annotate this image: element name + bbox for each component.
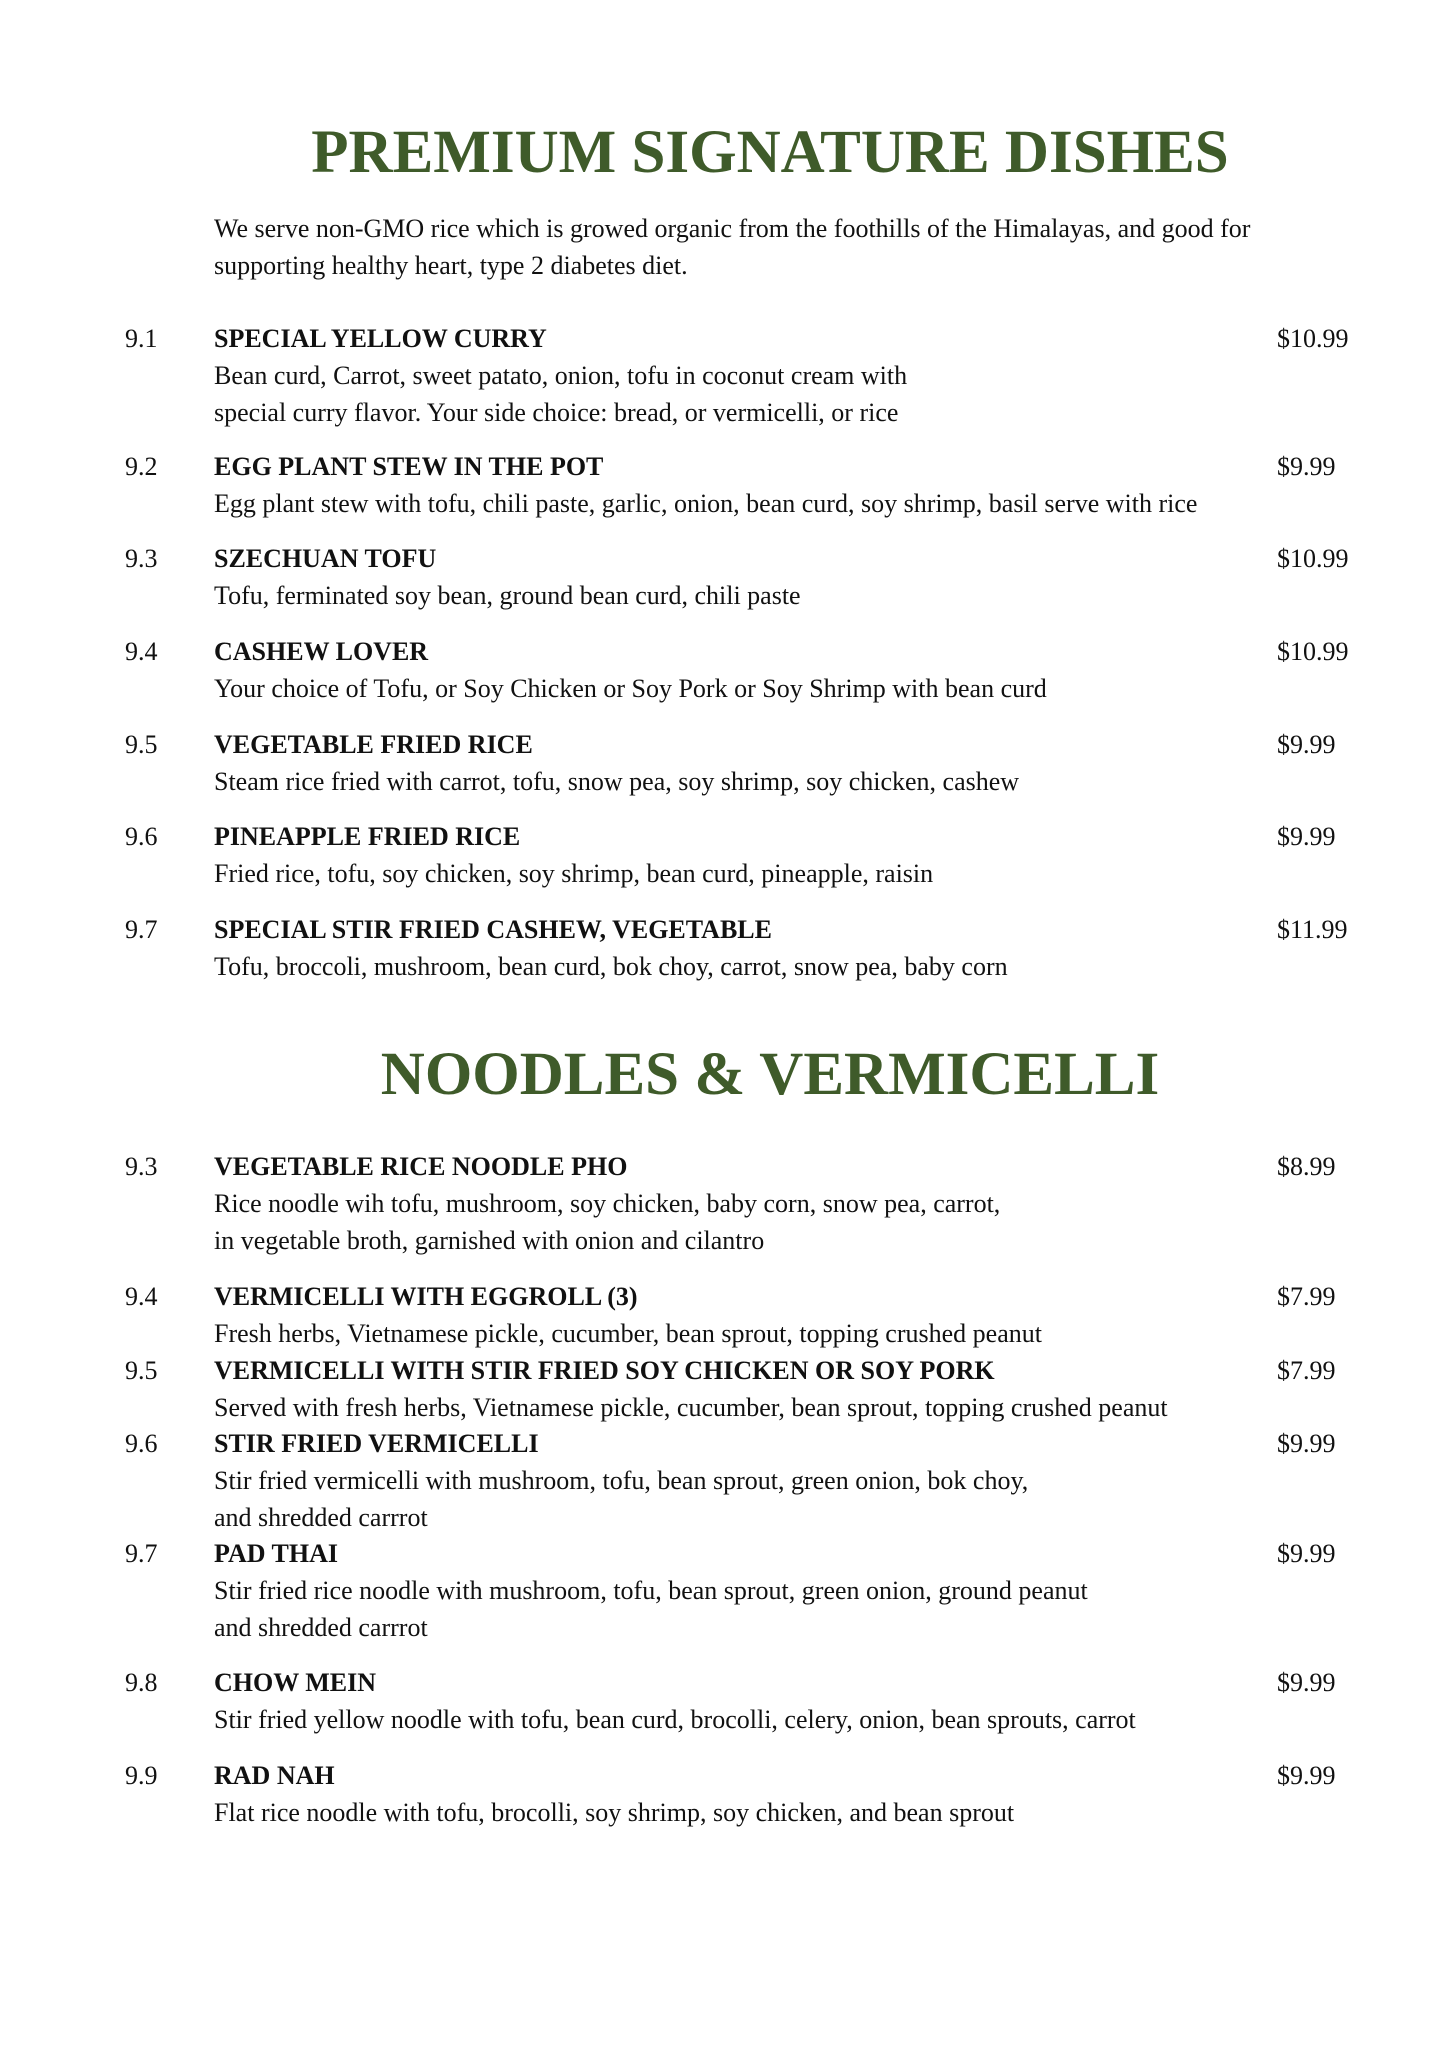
item-price: $11.99	[1277, 915, 1348, 944]
item-description: Stir fried vermicelli with mushroom, tofu, bean sprout, green onion, bok choy, and shredded carrrot	[214, 1466, 1029, 1532]
item-number: 9.2	[125, 452, 158, 481]
section-title-premium: PREMIUM SIGNATURE DISHES	[311, 119, 1229, 186]
item-number: 9.6	[125, 822, 158, 851]
item-name: VEGETABLE FRIED RICE	[214, 730, 533, 759]
item-price: $7.99	[1277, 1282, 1336, 1311]
item-name: PINEAPPLE FRIED RICE	[214, 822, 521, 851]
item-description: Tofu, broccoli, mushroom, bean curd, bok choy, carrot, snow pea, baby corn	[214, 952, 1008, 981]
item-description: Your choice of Tofu, or Soy Chicken or Soy Pork or Soy Shrimp with bean curd	[214, 674, 1047, 703]
section-title-noodles: NOODLES & VERMICELLI	[380, 1041, 1160, 1108]
item-description: Steam rice fried with carrot, tofu, snow pea, soy shrimp, soy chicken, cashew	[214, 767, 1020, 796]
item-price: $9.99	[1277, 1668, 1336, 1697]
item-name: SPECIAL YELLOW CURRY	[214, 324, 547, 353]
item-price: $7.99	[1277, 1356, 1336, 1385]
item-description: Tofu, ferminated soy bean, ground bean curd, chili paste	[214, 581, 801, 610]
item-price: $10.99	[1277, 637, 1349, 666]
item-name: RAD NAH	[214, 1761, 335, 1790]
item-price: $9.99	[1277, 822, 1336, 851]
item-price: $9.99	[1277, 1429, 1336, 1458]
item-price: $10.99	[1277, 544, 1349, 573]
item-name: CASHEW LOVER	[214, 637, 429, 666]
item-name: PAD THAI	[214, 1539, 338, 1568]
item-price: $8.99	[1277, 1152, 1336, 1181]
item-number: 9.8	[125, 1668, 158, 1697]
item-price: $10.99	[1277, 324, 1349, 353]
item-description: Flat rice noodle with tofu, brocolli, soy shrimp, soy chicken, and bean sprout	[214, 1798, 1015, 1827]
item-name: SPECIAL STIR FRIED CASHEW, VEGETABLE	[214, 915, 772, 944]
section-intro: We serve non-GMO rice which is growed organic from the foothills of the Himalayas, and good for supporting healthy heart, type 2 diabetes diet.	[214, 214, 1251, 280]
item-number: 9.7	[125, 915, 158, 944]
item-price: $9.99	[1277, 1539, 1336, 1568]
item-number: 9.6	[125, 1429, 158, 1458]
item-description: Stir fried yellow noodle with tofu, bean curd, brocolli, celery, onion, bean sprouts, carrot	[214, 1705, 1136, 1734]
item-description: Fried rice, tofu, soy chicken, soy shrimp, bean curd, pineapple, raisin	[214, 859, 934, 888]
item-number: 9.4	[125, 1282, 158, 1311]
item-number: 9.3	[125, 1152, 158, 1181]
item-price: $9.99	[1277, 730, 1336, 759]
item-name: VEGETABLE RICE NOODLE PHO	[214, 1152, 628, 1181]
item-name: SZECHUAN TOFU	[214, 544, 437, 573]
item-price: $9.99	[1277, 452, 1336, 481]
item-name: CHOW MEIN	[214, 1668, 377, 1697]
item-name: VERMICELLI WITH STIR FRIED SOY CHICKEN OR SOY PORK	[214, 1356, 995, 1385]
item-number: 9.9	[125, 1761, 158, 1790]
item-name: EGG PLANT STEW IN THE POT	[214, 452, 604, 481]
item-description: Bean curd, Carrot, sweet patato, onion, tofu in coconut cream with special curry flavor. Your side choice: bread, or vermicelli, or rice	[214, 361, 908, 427]
item-price: $9.99	[1277, 1761, 1336, 1790]
item-number: 9.5	[125, 1356, 158, 1385]
item-description: Rice noodle wih tofu, mushroom, soy chicken, baby corn, snow pea, carrot, in vegetable broth, garnished with onion and cilantro	[214, 1189, 1001, 1255]
item-number: 9.4	[125, 637, 158, 666]
item-number: 9.3	[125, 544, 158, 573]
item-number: 9.1	[125, 324, 158, 353]
item-name: VERMICELLI WITH EGGROLL (3)	[214, 1282, 638, 1311]
item-description: Served with fresh herbs, Vietnamese pickle, cucumber, bean sprout, topping crushed peanut	[214, 1393, 1168, 1422]
item-number: 9.7	[125, 1539, 158, 1568]
item-description: Egg plant stew with tofu, chili paste, garlic, onion, bean curd, soy shrimp, basil serve with rice	[214, 489, 1198, 518]
item-description: Stir fried rice noodle with mushroom, tofu, bean sprout, green onion, ground peanut and shredded carrrot	[214, 1576, 1088, 1642]
item-name: STIR FRIED VERMICELLI	[214, 1429, 539, 1458]
item-description: Fresh herbs, Vietnamese pickle, cucumber, bean sprout, topping crushed peanut	[214, 1319, 1042, 1348]
item-number: 9.5	[125, 730, 158, 759]
